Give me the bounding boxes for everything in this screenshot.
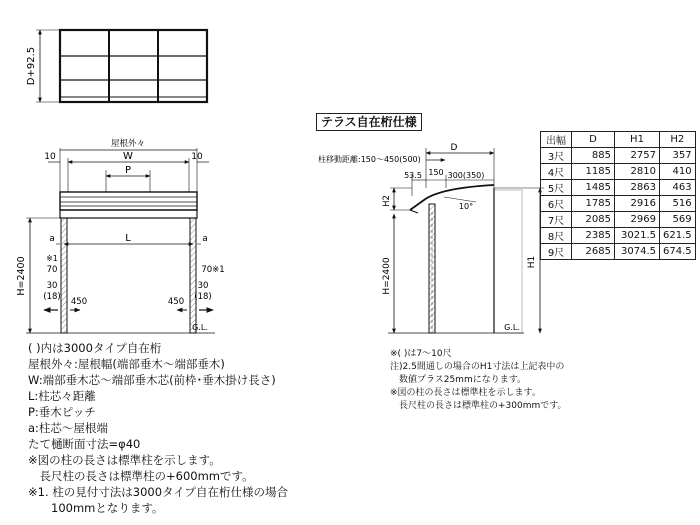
table-row <box>541 196 696 212</box>
table-header-row <box>541 132 696 148</box>
post-right-label: 70※1 <box>201 265 225 275</box>
note-mark-left: ※1 <box>46 254 58 263</box>
overhang-right-label: 10 <box>191 152 203 162</box>
side-view-title: テラス自在桁仕様 <box>316 113 422 131</box>
table-cell: 2757 <box>615 148 660 164</box>
note-line: L:柱芯々距離 <box>28 389 96 403</box>
table-header: H2 <box>660 132 696 148</box>
table-row <box>541 244 696 260</box>
side-d-label: D <box>450 143 458 153</box>
side-post-move-label: 柱移動距離:150～450(500) <box>318 155 421 164</box>
note-line: 屋根外々:屋根幅(端部垂木～端部垂木) <box>28 357 225 371</box>
table-cell: 1185 <box>572 164 615 180</box>
side-dim-53-5: 53.5 <box>404 171 422 180</box>
table-row <box>541 164 696 180</box>
span-label: L <box>125 233 131 244</box>
table-cell: 9尺 <box>541 244 572 260</box>
table-cell: 3021.5 <box>615 228 660 244</box>
dim30-left: 30 <box>46 281 58 291</box>
side-h2-label: H2 <box>382 195 392 207</box>
side-h1-label: H1 <box>527 255 537 269</box>
table-cell: 463 <box>660 180 696 196</box>
table-cell: 2969 <box>615 212 660 228</box>
table-cell: 569 <box>660 212 696 228</box>
table-cell: 6尺 <box>541 196 572 212</box>
table-cell: 2385 <box>572 228 615 244</box>
note-line: 長尺柱の長さは標準柱の+600mmです。 <box>28 469 254 483</box>
move-left-label: 450 <box>70 297 88 307</box>
table-cell: 2685 <box>572 244 615 260</box>
dim18-left: (18) <box>43 292 61 302</box>
table-cell: 3074.5 <box>615 244 660 260</box>
table-cell: 2085 <box>572 212 615 228</box>
note-line: a:柱芯～屋根端 <box>28 421 108 435</box>
table-cell: 1785 <box>572 196 615 212</box>
table-cell: 7尺 <box>541 212 572 228</box>
table-cell: 2863 <box>615 180 660 196</box>
side-note-line: 数値プラス25mmになります。 <box>390 375 526 385</box>
table-header: 出幅 <box>541 132 572 148</box>
note-line: ( )内は3000タイプ自在桁 <box>28 341 162 355</box>
dim30-right: 30 <box>197 281 209 291</box>
note-line: 100mmとなります。 <box>28 501 164 515</box>
table-cell: 2810 <box>615 164 660 180</box>
dimension-table <box>540 131 696 260</box>
plan-view <box>36 30 207 102</box>
side-height-label: H=2400 <box>382 257 392 295</box>
note-line: ※1. 柱の見付寸法は3000タイプ自在桁仕様の場合 <box>28 485 288 499</box>
width-label: W <box>123 151 133 162</box>
note-line: たて樋断面寸法=φ40 <box>28 437 141 451</box>
side-note-line: 注)2.5間通しの場合のH1寸法は上記表中の <box>390 362 565 372</box>
dim18-right: (18) <box>194 292 212 302</box>
table-row <box>541 228 696 244</box>
note-line: P:垂木ピッチ <box>28 405 96 419</box>
table-header: H1 <box>615 132 660 148</box>
table-cell: 3尺 <box>541 148 572 164</box>
pitch-label: P <box>124 165 132 176</box>
note-line: W:端部垂木芯～端部垂木芯(前枠･垂木掛け長さ) <box>28 373 276 387</box>
table-row <box>541 212 696 228</box>
side-ground-label: G.L. <box>504 323 520 332</box>
ground-label-front: G.L. <box>192 323 208 332</box>
height-label-front: H=2400 <box>16 256 27 296</box>
side-note-line: 長尺柱の長さは標準柱の+300mmです。 <box>390 401 567 411</box>
a-left-label: a <box>49 234 55 244</box>
post-left-label: 70 <box>46 265 58 275</box>
side-angle-label: 10° <box>458 202 474 211</box>
table-header: D <box>572 132 615 148</box>
overhang-left-label: 10 <box>44 152 56 162</box>
roof-outer-label: 屋根外々 <box>110 139 146 149</box>
table-cell: 516 <box>660 196 696 212</box>
table-cell: 410 <box>660 164 696 180</box>
table-cell: 2916 <box>615 196 660 212</box>
side-note-line: ※図の柱の長さは標準柱を示します。 <box>390 388 541 398</box>
side-dim-150: 150 <box>428 168 444 177</box>
table-cell: 1485 <box>572 180 615 196</box>
table-cell: 4尺 <box>541 164 572 180</box>
table-cell: 621.5 <box>660 228 696 244</box>
side-note-line: ※( )は7～10尺 <box>390 349 452 359</box>
table-row <box>541 180 696 196</box>
table-cell: 357 <box>660 148 696 164</box>
move-right-label: 450 <box>167 297 185 307</box>
table-cell: 5尺 <box>541 180 572 196</box>
a-right-label: a <box>202 234 208 244</box>
table-cell: 885 <box>572 148 615 164</box>
table-cell: 674.5 <box>660 244 696 260</box>
table-cell: 8尺 <box>541 228 572 244</box>
table-row <box>541 148 696 164</box>
note-line: ※図の柱の長さは標準柱を示します。 <box>28 453 221 467</box>
plan-depth-label: D+92.5 <box>26 46 37 86</box>
side-dim-300: 300(350) <box>447 171 485 180</box>
